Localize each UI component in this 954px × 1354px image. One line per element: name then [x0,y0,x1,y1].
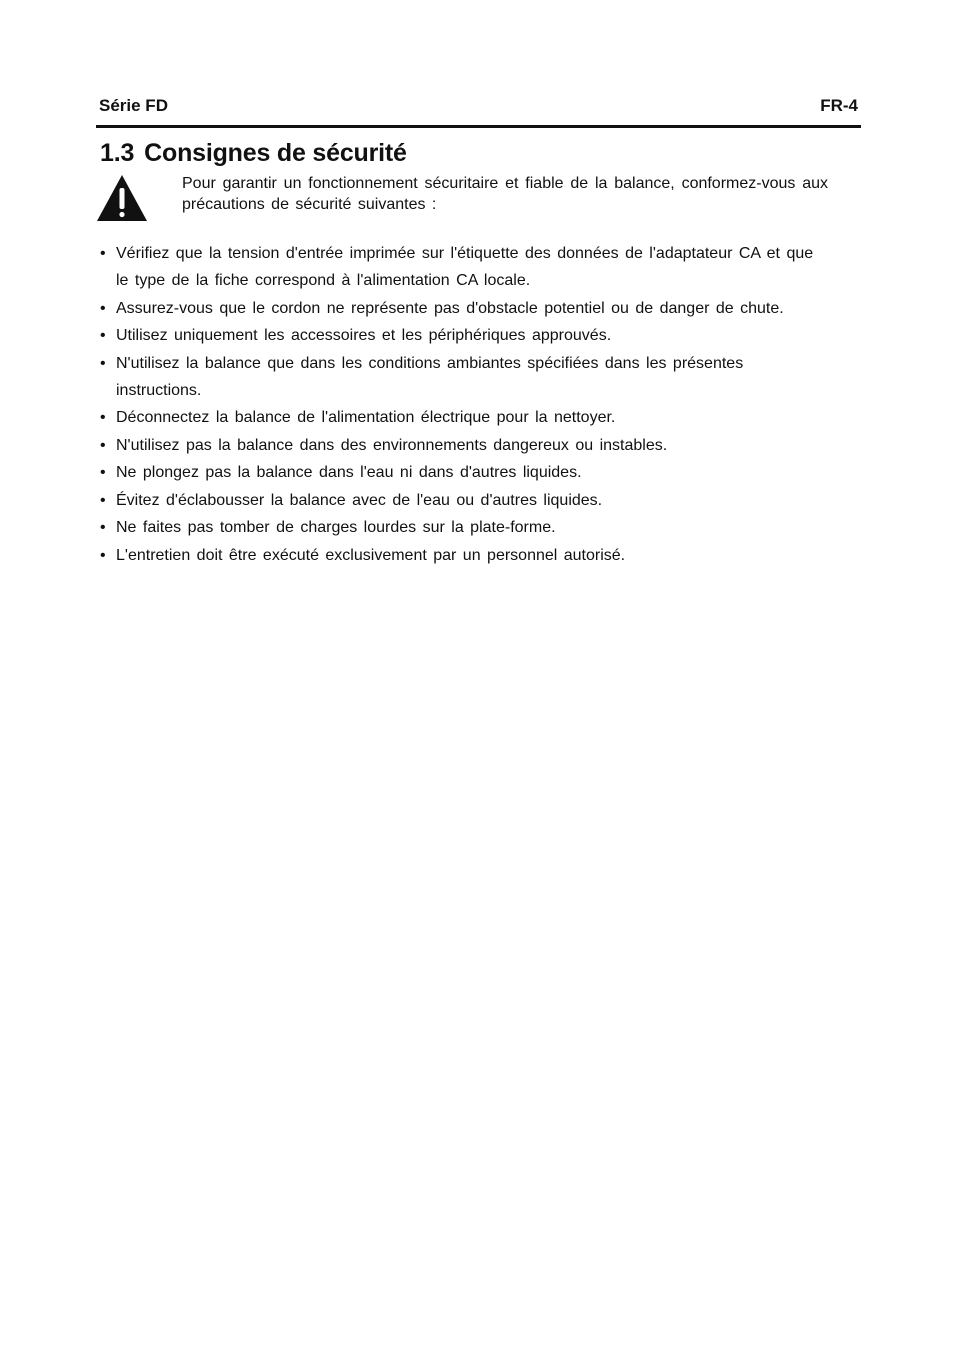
list-item-text: Assurez-vous que le cordon ne représente pas d'obstacle potentiel ou de danger de chute. [116,299,784,317]
list-item [100,432,825,459]
list-item-text: Déconnectez la balance de l'alimentation électrique pour la nettoyer. [116,409,616,426]
list-item-text: Vérifiez que la tension d'entrée imprimée sur l'étiquette des données de l'adaptateur CA et que le type de la fiche correspond à l'alimentation CA locale. [116,245,814,289]
list-item [100,459,825,486]
bullet: • [100,327,106,344]
bullet: • [100,245,106,262]
safety-list [100,240,825,569]
list-item-text: N'utilisez la balance que dans les conditions ambiantes spécifiées dans les présentes instructions. [116,354,744,399]
page-header [98,96,860,118]
warning-triangle-icon [96,174,148,222]
list-item-text: Évitez d'éclabousser la balance avec de l'eau ou d'autres liquides. [116,491,603,509]
page-number: FR-4 [820,96,858,115]
list-item-text: L'entretien doit être exécuté exclusivement par un personnel autorisé. [116,546,626,564]
list-item-text: N'utilisez pas la balance dans des environnements dangereux ou instables. [116,436,668,454]
list-item [100,487,825,514]
list-item [100,322,825,349]
list-item [100,295,825,322]
bullet: • [100,464,106,481]
bullet: • [100,299,106,317]
header-rule [96,125,861,128]
bullet: • [100,519,106,536]
list-item [100,542,825,569]
list-item [100,350,825,404]
list-item [100,404,825,431]
series-name: Série FD [99,96,168,115]
section-title [100,139,407,168]
bullet: • [100,436,106,454]
section-title-text: Consignes de sécurité [144,139,407,167]
bullet: • [100,491,106,509]
list-item [100,240,825,294]
section-number: 1.3 [100,139,135,167]
list-item-text: Ne plongez pas la balance dans l'eau ni dans d'autres liquides. [116,464,582,481]
bullet: • [100,354,106,372]
list-item-text: Utilisez uniquement les accessoires et les périphériques approuvés. [116,327,612,344]
list-item-text: Ne faites pas tomber de charges lourdes sur la plate-forme. [116,519,556,536]
bullet: • [100,409,106,426]
intro-text: Pour garantir un fonctionnement sécuritaire et fiable de la balance, conformez-vous aux précautions de sécurité suivantes : [182,175,828,213]
bullet: • [100,546,106,564]
list-item [100,514,825,541]
